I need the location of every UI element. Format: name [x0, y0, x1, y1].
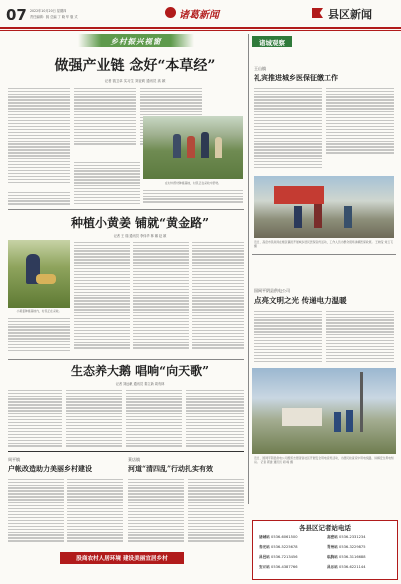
page-header	[0, 0, 401, 34]
contact-phone: 0536-6061500	[271, 535, 298, 539]
bottom-mid-headline: 河道“清四乱”行动扎实有效	[128, 464, 214, 473]
photo1-person	[187, 136, 195, 158]
article1-column-5	[8, 190, 70, 205]
right-tag	[252, 36, 292, 47]
photo1-person	[201, 132, 209, 158]
right-photo-2-caption: 近日，国网平阴县供电公司组织志愿者到社区开展安全用电宣传活动，为居民检查家中用电线路，讲解安全用电知识。 记者 郭建 通讯员 胡 峰 摄	[254, 456, 394, 464]
contact-phone: 0536-4387766	[271, 565, 298, 569]
contact-phone: 0536-7213456	[271, 555, 298, 559]
brief1-column-1	[254, 86, 322, 172]
contact-phone: 0536-5225678	[271, 545, 298, 549]
photo4-person	[346, 410, 353, 432]
right-column-rule	[248, 34, 249, 504]
article2-headline: 种植小黄姜 铺就“黄金路”	[71, 216, 209, 230]
right-photo-1	[254, 176, 394, 238]
contact-box-title: 各县区记者站电话	[299, 524, 351, 532]
article1-column-2	[74, 86, 136, 146]
contact-name: 昌邑站	[259, 555, 272, 559]
photo3-person	[294, 206, 302, 228]
article1-column-6	[143, 188, 243, 206]
contact-name: 诸城站	[259, 535, 272, 539]
article3-headline: 生态养大鹅 唱响“向天歌”	[71, 364, 209, 378]
contact-name: 高密站	[327, 535, 340, 539]
contact-name: 安丘站	[259, 565, 272, 569]
contact-phone: 0536-3116688	[339, 555, 366, 559]
article2-photo	[8, 240, 70, 308]
article3-byline: 记者 刘远帆 通讯员 秦立新 周有林	[115, 382, 165, 386]
contact-name: 青州站	[327, 545, 340, 549]
contact-name: 昌乐站	[327, 565, 340, 569]
slogan-text: 股商农村人居环境 建设美丽宜居乡村	[76, 556, 168, 562]
brief1-place: 王山镇	[254, 66, 266, 71]
photo3-person	[344, 206, 352, 228]
contact-phone: 0536-2331234	[339, 535, 366, 539]
brief2-column-1	[254, 309, 322, 364]
article1-photo-caption: 在村中药材种植基地，村民正在采收中药材。	[165, 181, 221, 185]
contact-entry	[327, 565, 393, 570]
brief1-headline: 礼宾推进城乡医保征缴工作	[254, 73, 338, 82]
right-photo-2	[252, 368, 396, 454]
contact-entry	[259, 535, 325, 540]
brief2-place: 国网平阴县供电公司	[254, 288, 290, 293]
photo1-person	[173, 134, 181, 158]
contact-name: 寿光站	[259, 545, 272, 549]
header-editor: 责任编辑：姚 总编 丁 晓 华 版 式	[30, 15, 78, 19]
section-title: 县区新闻	[328, 8, 372, 21]
article3-column-4	[186, 388, 244, 448]
contact-box	[252, 520, 398, 580]
bottom-mid-place: 莱店镇	[128, 457, 140, 462]
header-rule-thin	[0, 30, 401, 31]
article1-column-1	[8, 86, 70, 186]
divider	[8, 359, 244, 360]
contact-list	[259, 535, 393, 577]
contact-entry	[259, 565, 325, 570]
photo4-truck	[282, 408, 322, 426]
contact-phone: 0536-3229875	[339, 545, 366, 549]
contact-entry	[327, 535, 393, 540]
article1-headline: 做强产业链 念好“本草经”	[54, 58, 216, 74]
logo-mark-icon	[165, 7, 176, 18]
bottom-left-headline: 户帐改造助力美丽乡村建设	[8, 464, 92, 473]
page-number: 07	[6, 6, 27, 24]
divider	[8, 209, 244, 210]
article3-column-3	[126, 388, 182, 448]
divider	[8, 451, 244, 452]
paper-logo	[165, 5, 237, 21]
rural-banner	[78, 34, 194, 47]
article1-column-4	[74, 160, 140, 205]
contact-name: 临朐站	[327, 555, 340, 559]
right-photo-1-caption: 近日，高密市民政局在辖区镇街开展城乡居民医保宣传活动，工作人员为群众现场讲解医保政策。 王晓莹 刘云飞 摄	[254, 240, 393, 248]
contact-entry	[327, 545, 393, 550]
header-rule	[0, 27, 401, 29]
slogan-bar	[60, 552, 184, 564]
banner-label: 乡村振兴视窗	[110, 36, 162, 46]
bottom-mid-column-2	[188, 477, 244, 545]
photo3-person	[314, 204, 322, 228]
photo2-ginger	[36, 274, 56, 284]
article3-column-2	[66, 388, 122, 448]
bottom-mid-column-1	[128, 477, 184, 545]
brief2-headline: 点亮文明之光 传递电力温暖	[254, 296, 347, 305]
section-flag-icon	[312, 8, 323, 18]
right-tag-label: 诸城观察	[259, 38, 285, 47]
article1-photo	[143, 116, 243, 179]
contact-entry	[327, 555, 393, 560]
photo4-person	[334, 412, 341, 432]
contact-entry	[259, 545, 325, 550]
brief1-column-2	[326, 86, 394, 156]
bottom-left-column-2	[67, 477, 123, 545]
paper-name: 诸葛新闻	[179, 10, 219, 21]
article2-byline: 记者 王 瑞 通讯员 李伟华 林 娜 赵 颖	[113, 234, 167, 238]
article2-column-4	[192, 240, 244, 356]
header-date: 2022年10月20日 星期四	[30, 9, 67, 13]
contact-phone: 0536-6221144	[339, 565, 366, 569]
article1-byline: 记者 钱卫卓 实习生 刘亚莉 通讯员 高 颖	[104, 79, 166, 83]
article2-column-2	[74, 240, 130, 356]
article3-column-1	[8, 388, 62, 448]
bottom-left-column-1	[8, 477, 64, 545]
contact-entry	[259, 555, 325, 560]
bottom-left-place: 周平镇	[8, 457, 20, 462]
brief2-column-2	[326, 309, 394, 364]
photo4-pole	[360, 372, 363, 432]
photo1-person	[215, 137, 222, 158]
photo3-tent	[274, 186, 324, 204]
article2-column-3	[133, 240, 189, 356]
article2-column-1	[8, 316, 70, 356]
divider	[252, 254, 396, 255]
article2-photo-caption: 小黄姜种植基地内，村民正在采收。	[16, 309, 62, 313]
